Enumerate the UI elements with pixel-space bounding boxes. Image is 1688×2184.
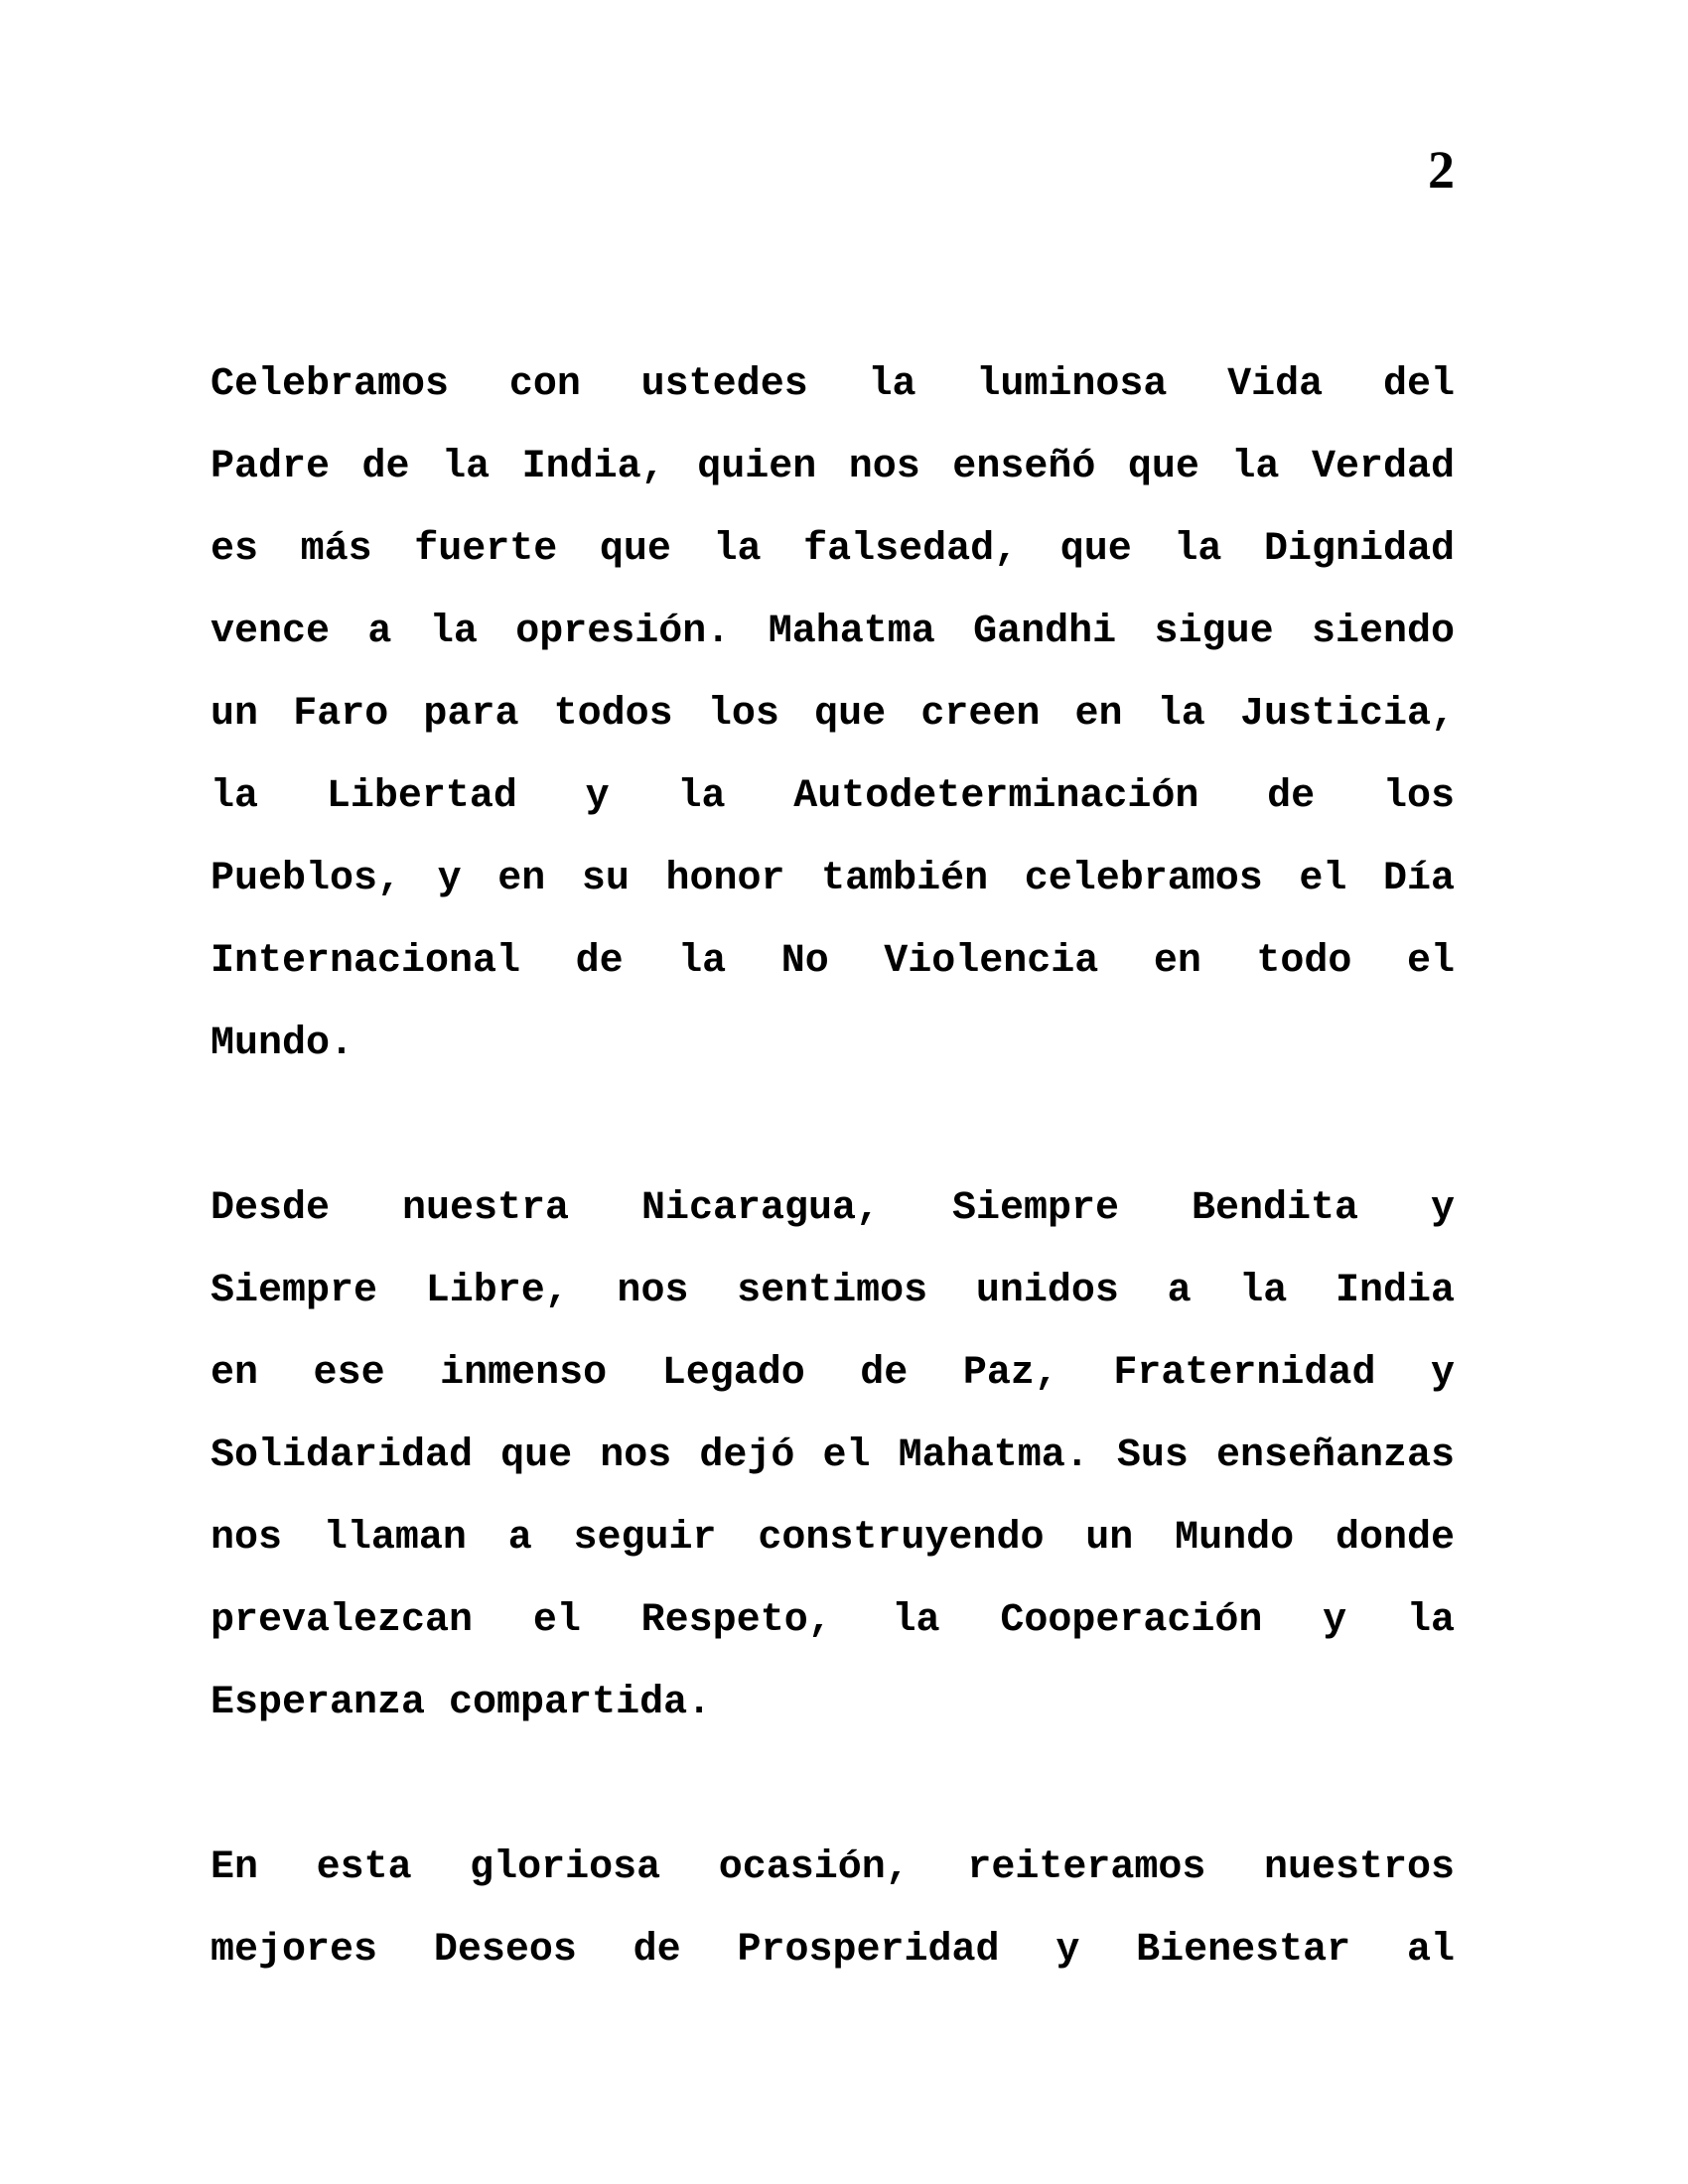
text-line: mejores Deseos de Prosperidad y Bienestar al [211,1928,1455,1973]
text-line: Internacional de la No Violencia en todo el [211,939,1455,984]
document-body [211,343,1455,1991]
text-line: Mundo. [211,1022,354,1066]
text-line: la Libertad y la Autodeterminación de los [211,774,1455,819]
text-line: Solidaridad que nos dejó el Mahatma. Sus enseñanzas [211,1433,1455,1478]
page-number: 2 [1428,140,1455,200]
text-line: Celebramos con ustedes la luminosa Vida del [211,362,1455,407]
text-line: en ese inmenso Legado de Paz, Fraternidad y [211,1351,1455,1396]
text-line: Siempre Libre, nos sentimos unidos a la India [211,1269,1455,1313]
text-line: un Faro para todos los que creen en la Justicia, [211,692,1455,737]
paragraph-2 [211,1167,1455,1744]
text-line: En esta gloriosa ocasión, reiteramos nuestros [211,1845,1455,1890]
text-line: es más fuerte que la falsedad, que la Dignidad [211,527,1455,572]
paragraph-3 [211,1827,1455,1991]
text-line: nos llaman a seguir construyendo un Mundo donde [211,1516,1455,1561]
paragraph-1 [211,343,1455,1085]
text-line: Pueblos, y en su honor también celebramos el Día [211,857,1455,901]
text-line: Esperanza compartida. [211,1681,712,1725]
text-line: Padre de la India, quien nos enseñó que la Verdad [211,445,1455,489]
text-line: Desde nuestra Nicaragua, Siempre Bendita y [211,1186,1455,1231]
text-line: prevalezcan el Respeto, la Cooperación y la [211,1598,1455,1643]
text-line: vence a la opresión. Mahatma Gandhi sigue siendo [211,610,1455,654]
